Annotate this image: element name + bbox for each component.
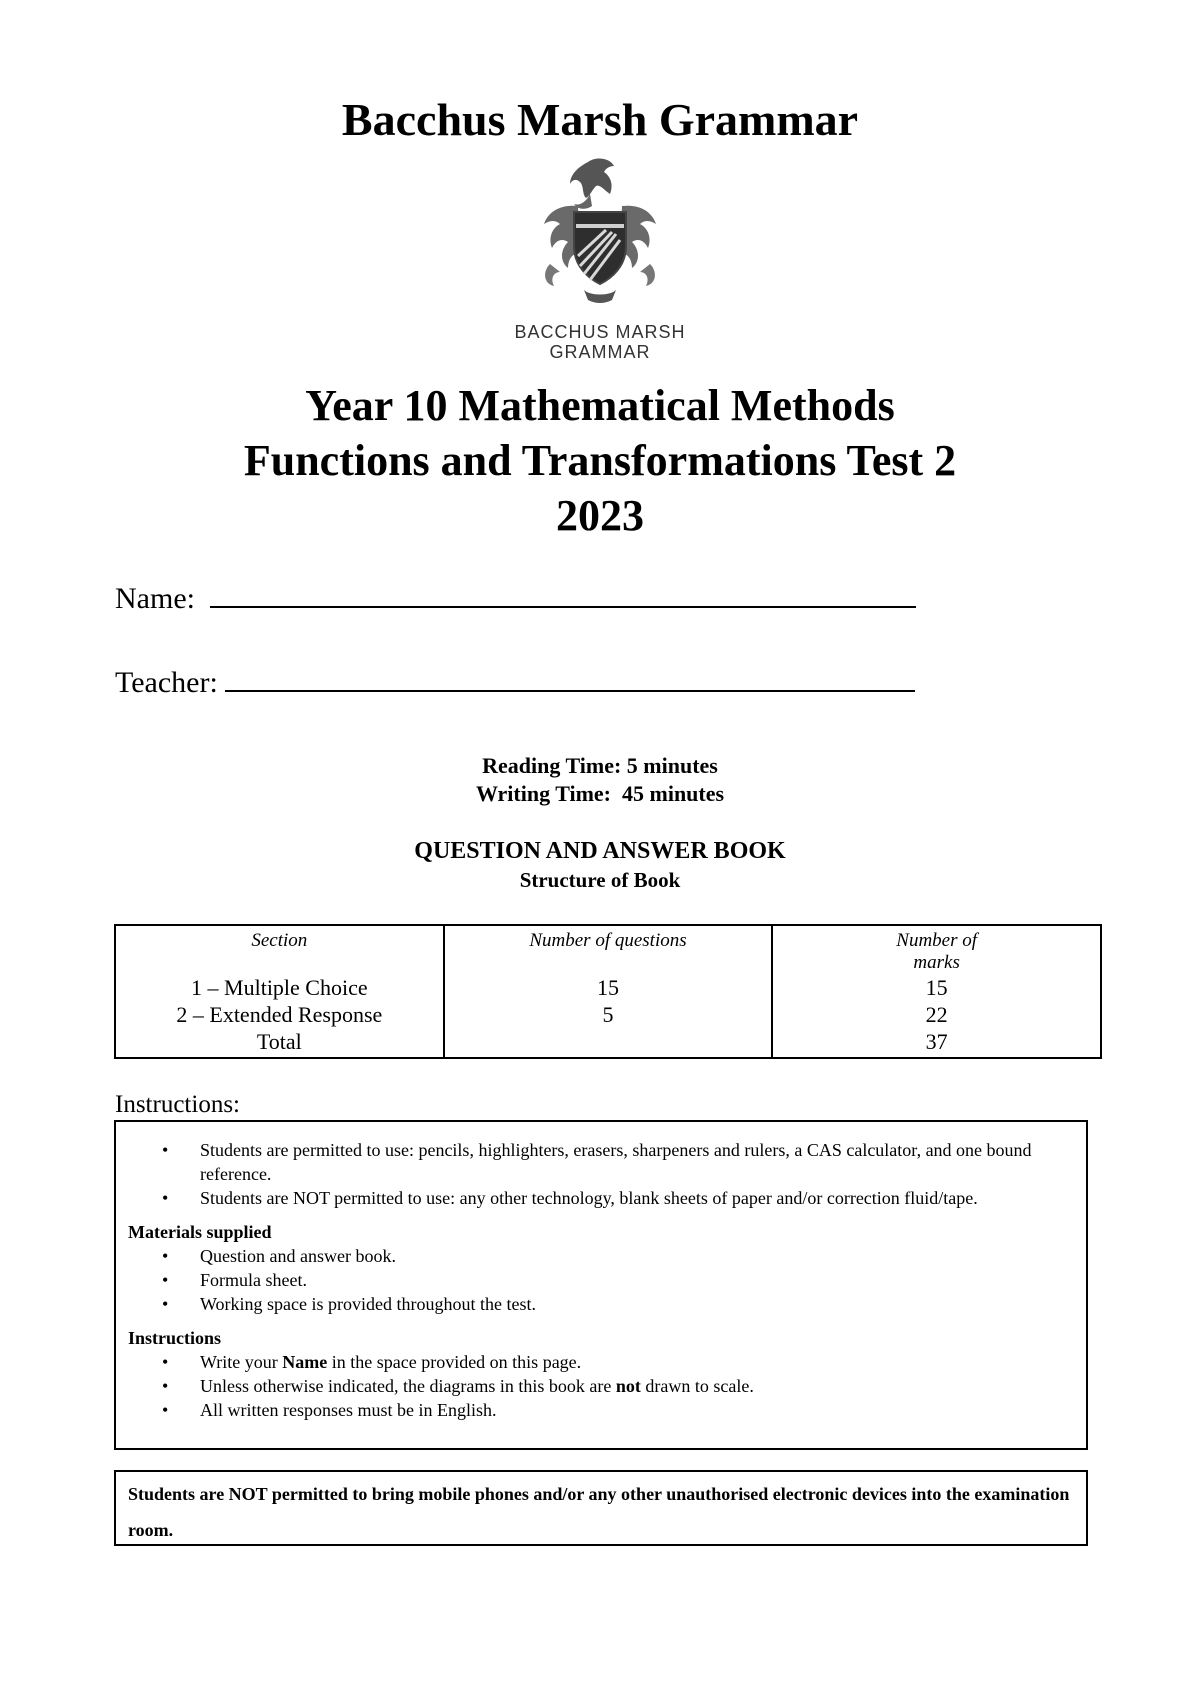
cell-marks: 15	[772, 974, 1101, 1001]
name-blank[interactable]	[210, 578, 916, 608]
cell-section: 2 – Extended Response	[115, 1001, 444, 1028]
list-item: • Unless otherwise indicated, the diagrams in this book are not drawn to scale.	[116, 1374, 1086, 1398]
cell-section: Total	[115, 1028, 444, 1058]
book-heading	[0, 836, 1200, 894]
general-rules-list	[116, 1138, 1086, 1210]
crest-text-line2: GRAMMAR	[549, 342, 651, 362]
materials-list	[116, 1244, 1086, 1316]
reading-time: Reading Time: 5 minutes	[482, 753, 718, 778]
cell-marks: 37	[772, 1028, 1101, 1058]
list-item: • Formula sheet.	[116, 1268, 1086, 1292]
school-name: Bacchus Marsh Grammar	[341, 94, 859, 145]
crest-text-line1: BACCHUS MARSH	[514, 322, 686, 342]
table-row	[115, 1001, 1101, 1028]
name-label: Name:	[115, 582, 195, 615]
table-header-row	[115, 925, 1101, 974]
book-title: QUESTION AND ANSWER BOOK	[414, 838, 786, 864]
cell-section: 1 – Multiple Choice	[115, 974, 444, 1001]
list-item: • Working space is provided throughout the test.	[116, 1292, 1086, 1316]
test-title	[0, 378, 1200, 543]
instructions-subheading: Instructions	[128, 1328, 222, 1348]
header-section: Section	[115, 925, 444, 974]
teacher-field[interactable]	[115, 662, 915, 701]
time-allowance	[0, 752, 1200, 808]
cell-marks: 22	[772, 1001, 1101, 1028]
writing-time: Writing Time: 45 minutes	[475, 781, 725, 806]
instructions-heading: Instructions:	[115, 1091, 240, 1118]
teacher-blank[interactable]	[225, 662, 915, 692]
list-item: • Students are NOT permitted to use: any other technology, blank sheets of paper and/or correction fluid/tape.	[116, 1186, 1086, 1210]
list-item: • Write your Name in the space provided on this page.	[116, 1350, 1086, 1374]
cell-questions: 15	[444, 974, 773, 1001]
instructions-box	[114, 1120, 1088, 1450]
structure-table	[114, 924, 1102, 1059]
header-questions: Number of questions	[444, 925, 773, 974]
test-title-line2: Functions and Transformations Test 2	[243, 436, 957, 485]
table-row	[115, 974, 1101, 1001]
teacher-label: Teacher:	[115, 666, 218, 699]
school-crest-icon	[530, 154, 670, 314]
list-item: • All written responses must be in English.	[116, 1398, 1086, 1422]
device-warning: Students are NOT permitted to bring mobile phones and/or any other unauthorised electronic devices into the examination room.	[114, 1470, 1088, 1546]
test-title-line1: Year 10 Mathematical Methods	[305, 381, 895, 430]
test-year: 2023	[556, 491, 644, 540]
list-item: • Students are permitted to use: pencils, highlighters, erasers, sharpeners and rulers, a CAS calculator, and one bound reference.	[116, 1138, 1086, 1186]
cell-questions	[444, 1028, 773, 1058]
table-row	[115, 1028, 1101, 1058]
header-marks: Number of marks	[772, 925, 1101, 974]
cell-questions: 5	[444, 1001, 773, 1028]
book-subtitle: Structure of Book	[519, 868, 681, 892]
list-item: • Question and answer book.	[116, 1244, 1086, 1268]
crest-wordmark	[0, 322, 1200, 362]
name-field[interactable]	[115, 578, 916, 617]
instructions-list	[116, 1350, 1086, 1422]
materials-heading: Materials supplied	[128, 1222, 272, 1242]
